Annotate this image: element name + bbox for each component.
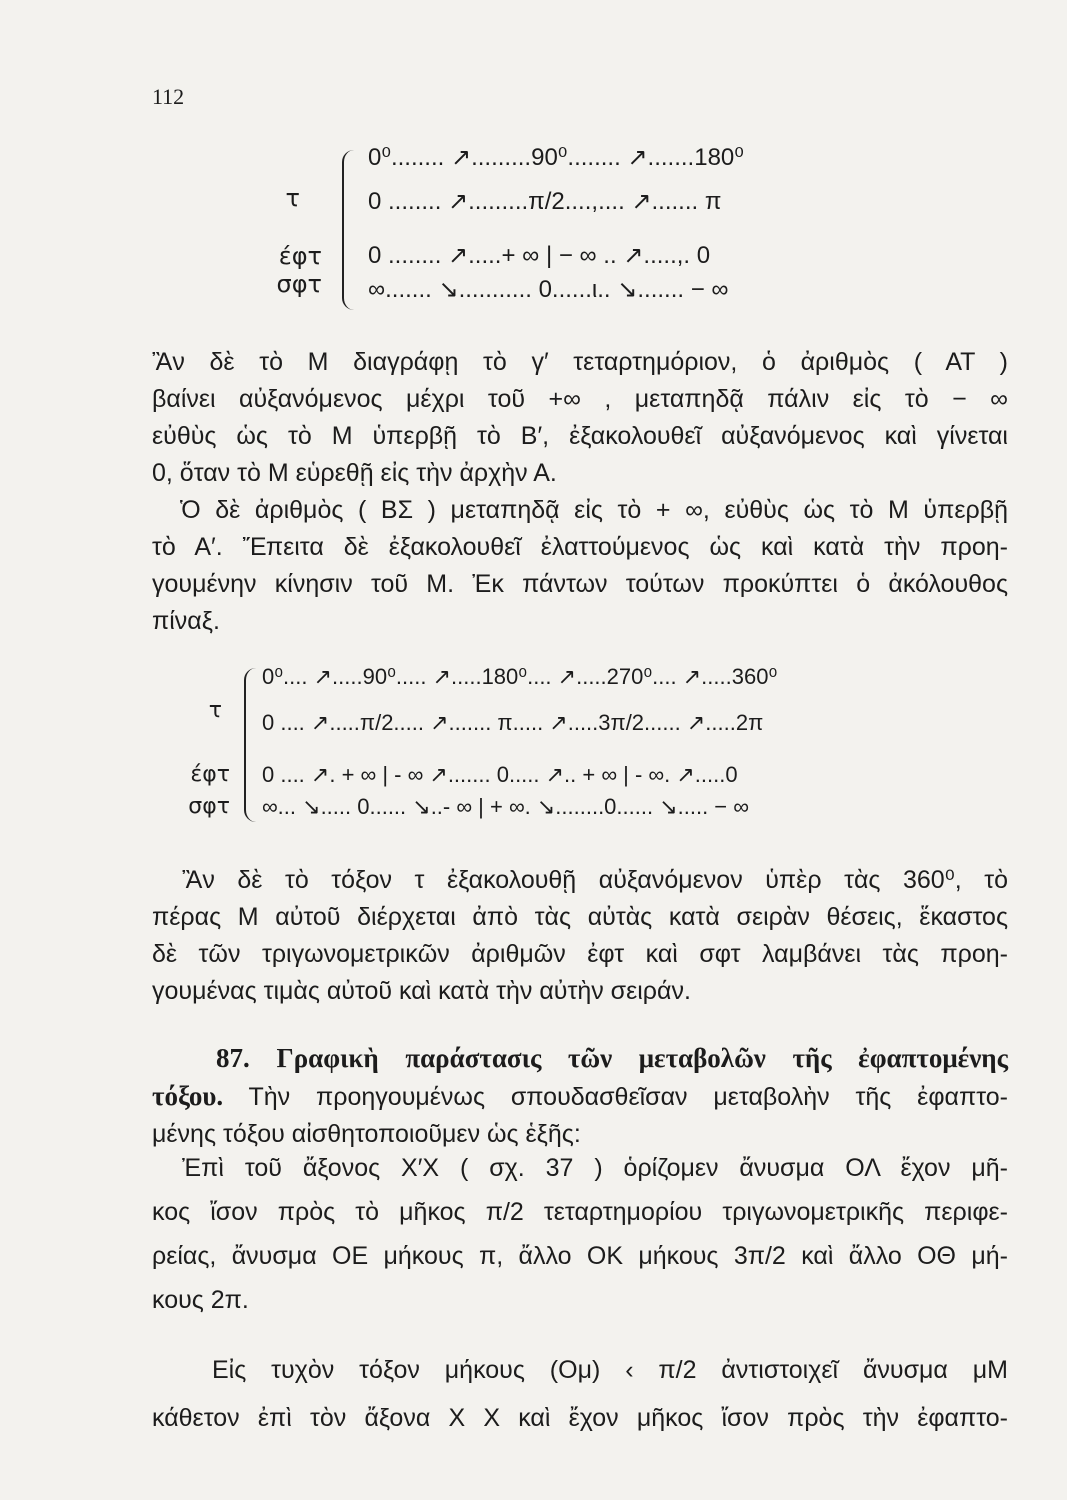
text-line: Ἐπὶ τοῦ ἄξονος Χ′Χ ( σχ. 37 ) ὁρίζομεν ἄνυσμα ΟΛ ἔχον μῆ-	[182, 1154, 1008, 1182]
paragraph-1	[152, 344, 1008, 492]
section-number: 87.	[216, 1043, 250, 1073]
section-intro: Τὴν προηγουμένως σπουδασθεῖσαν μεταβολὴν τῆς ἐφαπτο-	[248, 1083, 1008, 1111]
table-row-tau: 0 ........ ↗.........π/2....,.... ↗....... π	[368, 188, 722, 215]
text-line: Εἰς τυχὸν τόξον μήκους (Ομ) ‹ π/2 ἀντιστοιχεῖ ἄνυσμα μΜ	[212, 1356, 1008, 1384]
paragraph-5	[152, 1346, 1008, 1442]
row-label-eft: έφτ	[190, 762, 230, 787]
row-label-tau: τ	[285, 184, 300, 212]
text-line: Ὁ δὲ ἀριθμὸς ( ΒΣ ) μεταπηδᾷ εἰς τὸ + ∞, εὐθὺς ὡς τὸ Μ ὑπερβῇ	[180, 496, 1008, 524]
page-number: 112	[152, 84, 185, 109]
text-line: 0, ὅταν τὸ Μ εὑρεθῇ εἰς τὴν ἀρχὴν Α.	[152, 459, 557, 487]
text-line: βαίνει αὐξανόμενος μέχρι τοῦ +∞ , μεταπηδᾷ πάλιν εἰς τὸ − ∞	[152, 385, 1008, 413]
text-line: γουμένας τιμὰς αὐτοῦ καὶ κατὰ τὴν αὐτὴν σειράν.	[152, 977, 691, 1005]
text-line: εὐθὺς ὡς τὸ Μ ὑπερβῇ τὸ Β′, ἐξακολουθεῖ αὐξανόμενος καὶ γίνεται	[152, 422, 1008, 450]
row-label-sft: σφτ	[276, 270, 322, 298]
text-line: δὲ τῶν τριγωνομετρικῶν ἀριθμῶν ἐφτ καὶ σφτ λαμβάνει τὰς προη-	[152, 940, 1008, 968]
table-row-degrees: 0⁰........ ↗.........90⁰........ ↗.......180⁰	[368, 144, 744, 171]
table-brace	[244, 668, 256, 822]
section-title-end: τόξου.	[152, 1081, 224, 1111]
text-line: κάθετον ἐπὶ τὸν ἄξονα Χ Χ καὶ ἔχον μῆκος ἴσον πρὸς τὴν ἐφαπτο-	[152, 1404, 1008, 1432]
paragraph-3	[152, 862, 1008, 1010]
row-label-tau: τ	[208, 698, 222, 723]
text-line: Ἂν δὲ τὸ τόξον τ ἐξακολουθῇ αὐξανόμενον ὑπὲρ τὰς 360⁰, τὸ	[182, 866, 1008, 894]
section-heading-line	[152, 1040, 1008, 1078]
section-title: Γραφικὴ παράστασις τῶν μεταβολῶν τῆς ἐφαπτομένης	[276, 1043, 1008, 1073]
table-row-sft: ∞....... ↘........... 0......ι.. ↘....... − ∞	[368, 276, 729, 303]
text-line: μένης τόξου αἰσθητοποιοῦμεν ὡς ἑξῆς:	[152, 1120, 581, 1148]
text-line: ρείας, ἄνυσμα ΟΕ μήκους π, ἄλλο ΟΚ μήκους 3π/2 καὶ ἄλλο ΟΘ μή-	[152, 1242, 1008, 1270]
table-row-degrees: 0⁰.... ↗.....90⁰..... ↗.....180⁰.... ↗.....270⁰.... ↗.....360⁰	[262, 664, 778, 689]
table-brace	[342, 150, 354, 310]
table-row-tau: 0 .... ↗.....π/2..... ↗....... π..... ↗.....3π/2...... ↗.....2π	[262, 710, 764, 735]
table-row-eft: 0 ........ ↗.....+ ∞ | − ∞ .. ↗.....,. 0	[368, 242, 711, 269]
text-line: Ἂν δὲ τὸ Μ διαγράφῃ τὸ γ′ τεταρτημόριον, ὁ ἀριθμὸς ( ΑΤ )	[152, 348, 1008, 376]
paragraph-2	[152, 492, 1008, 640]
row-label-eft: έφτ	[278, 242, 322, 270]
section-heading-line	[152, 1078, 1008, 1116]
table-row-eft: 0 .... ↗. + ∞ | - ∞ ↗....... 0..... ↗.. + ∞ | - ∞. ↗.....0	[262, 762, 738, 787]
paragraph-4	[152, 1146, 1008, 1322]
text-line: πέρας Μ αὐτοῦ διέρχεται ἀπὸ τὰς αὐτὰς κατὰ σειρὰν θέσεις, ἕκαστος	[152, 903, 1008, 931]
text-line: κος ἴσον πρὸς τὸ μῆκος π/2 τεταρτημορίου τριγωνομετρικῆς περιφε-	[152, 1198, 1008, 1226]
text-line: πίναξ.	[152, 607, 220, 635]
row-label-sft: σφτ	[188, 794, 230, 819]
text-line: γουμένην κίνησιν τοῦ Μ. Ἐκ πάντων τούτων προκύπτει ὁ ἀκόλουθος	[152, 570, 1008, 598]
text-line: τὸ Α′. Ἔπειτα δὲ ἐξακολουθεῖ ἐλαττούμενος ὡς καὶ κατὰ τὴν προη-	[152, 533, 1008, 561]
table-row-sft: ∞... ↘..... 0...... ↘..- ∞ | + ∞. ↘........0...... ↘..... − ∞	[262, 794, 749, 819]
text-line: κους 2π.	[152, 1286, 249, 1314]
section-87	[152, 1040, 1008, 1153]
